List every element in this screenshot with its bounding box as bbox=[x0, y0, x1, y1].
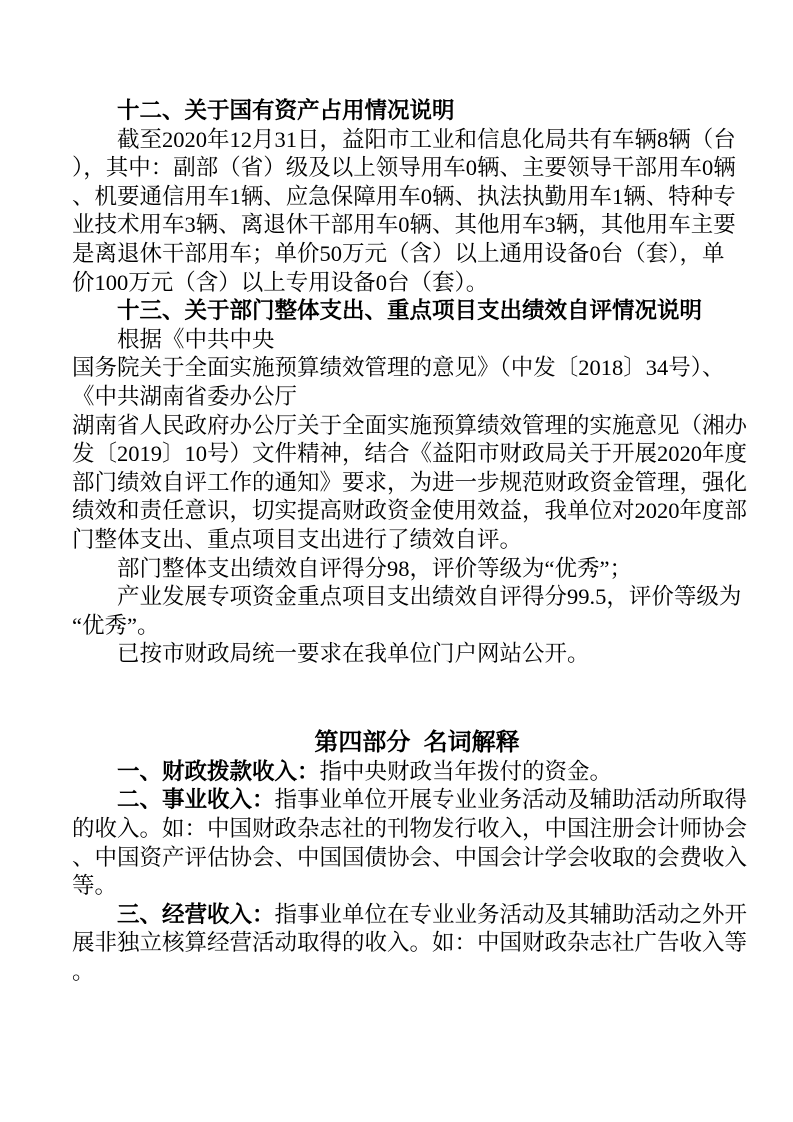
text-line: 部门绩效自评工作的通知》要求，为进一步规范财政资金管理，强化 bbox=[72, 469, 748, 495]
project-score-line: 产业发展专项资金重点项目支出绩效自评得分99.5，评价等级为 bbox=[117, 584, 742, 610]
definition-text: 指中央财政当年拨付的资金。 bbox=[319, 758, 613, 784]
text-line: 国务院关于全面实施预算绩效管理的意见》（中发〔2018〕34号）、 bbox=[72, 355, 725, 381]
text-line: 绩效和责任意识，切实提高财政资金使用效益，我单位对2020年度部 bbox=[72, 498, 748, 524]
text-line: 湖南省人民政府办公厅关于全面实施预算绩效管理的实施意见（湘办 bbox=[72, 412, 748, 438]
self-evaluation-score-line: 部门整体支出绩效自评得分98，评价等级为“优秀”； bbox=[117, 555, 632, 581]
text-line: 业技术用车3辆、离退休干部用车0辆、其他用车3辆，其他用车主要 bbox=[72, 212, 736, 238]
definition-line bbox=[72, 901, 762, 930]
text-line: 截至2020年12月31日，益阳市工业和信息化局共有车辆8辆（台 bbox=[117, 126, 736, 152]
text-line: “优秀”。 bbox=[72, 612, 160, 638]
definition-text: 指事业单位在专业业务活动及其辅助活动之外开 bbox=[274, 901, 748, 927]
text-line: 《中共湖南省委办公厅 bbox=[72, 383, 298, 409]
text-line: 根据《中共中央 bbox=[117, 326, 275, 352]
definition-line bbox=[72, 786, 762, 815]
document-body bbox=[72, 97, 762, 987]
section-13-heading: 十三、关于部门整体支出、重点项目支出绩效自评情况说明 bbox=[117, 298, 703, 324]
part-4-title: 第四部分 名词解释 bbox=[314, 728, 520, 756]
text-line: 等。 bbox=[72, 873, 118, 899]
text-line: 。 bbox=[72, 959, 95, 985]
text-line: 的收入。如：中国财政杂志社的刊物发行收入，中国注册会计师协会 bbox=[72, 816, 748, 842]
disclosure-line: 已按市财政局统一要求在我单位门户网站公开。 bbox=[117, 641, 590, 667]
text-line: 、中国资产评估协会、中国国债协会、中国会计学会收取的会费收入 bbox=[72, 844, 748, 870]
definition-term: 一、财政拨款收入： bbox=[117, 758, 320, 784]
section-12-heading: 十二、关于国有资产占用情况说明 bbox=[117, 98, 455, 123]
text-line: 、机要通信用车1辆、应急保障用车0辆、执法执勤用车1辆、特种专 bbox=[72, 183, 736, 209]
definition-text: 指事业单位开展专业业务活动及辅助活动所取得 bbox=[274, 787, 748, 813]
text-line: 展非独立核算经营活动取得的收入。如：中国财政杂志社广告收入等 bbox=[72, 930, 748, 956]
text-line: ），其中：副部（省）级及以上领导用车0辆、主要领导干部用车0辆 bbox=[72, 155, 736, 181]
definition-term: 二、事业收入： bbox=[117, 787, 275, 813]
text-line: 价100万元（含）以上专用设备0台（套）。 bbox=[72, 269, 489, 295]
text-line: 发〔2019〕10号）文件精神，结合《益阳市财政局关于开展2020年度 bbox=[72, 441, 748, 467]
definition-line bbox=[72, 758, 762, 787]
text-line: 是离退休干部用车；单价50万元（含）以上通用设备0台（套），单 bbox=[72, 240, 725, 266]
definition-term: 三、经营收入： bbox=[117, 901, 275, 927]
text-line: 门整体支出、重点项目支出进行了绩效自评。 bbox=[72, 526, 523, 552]
